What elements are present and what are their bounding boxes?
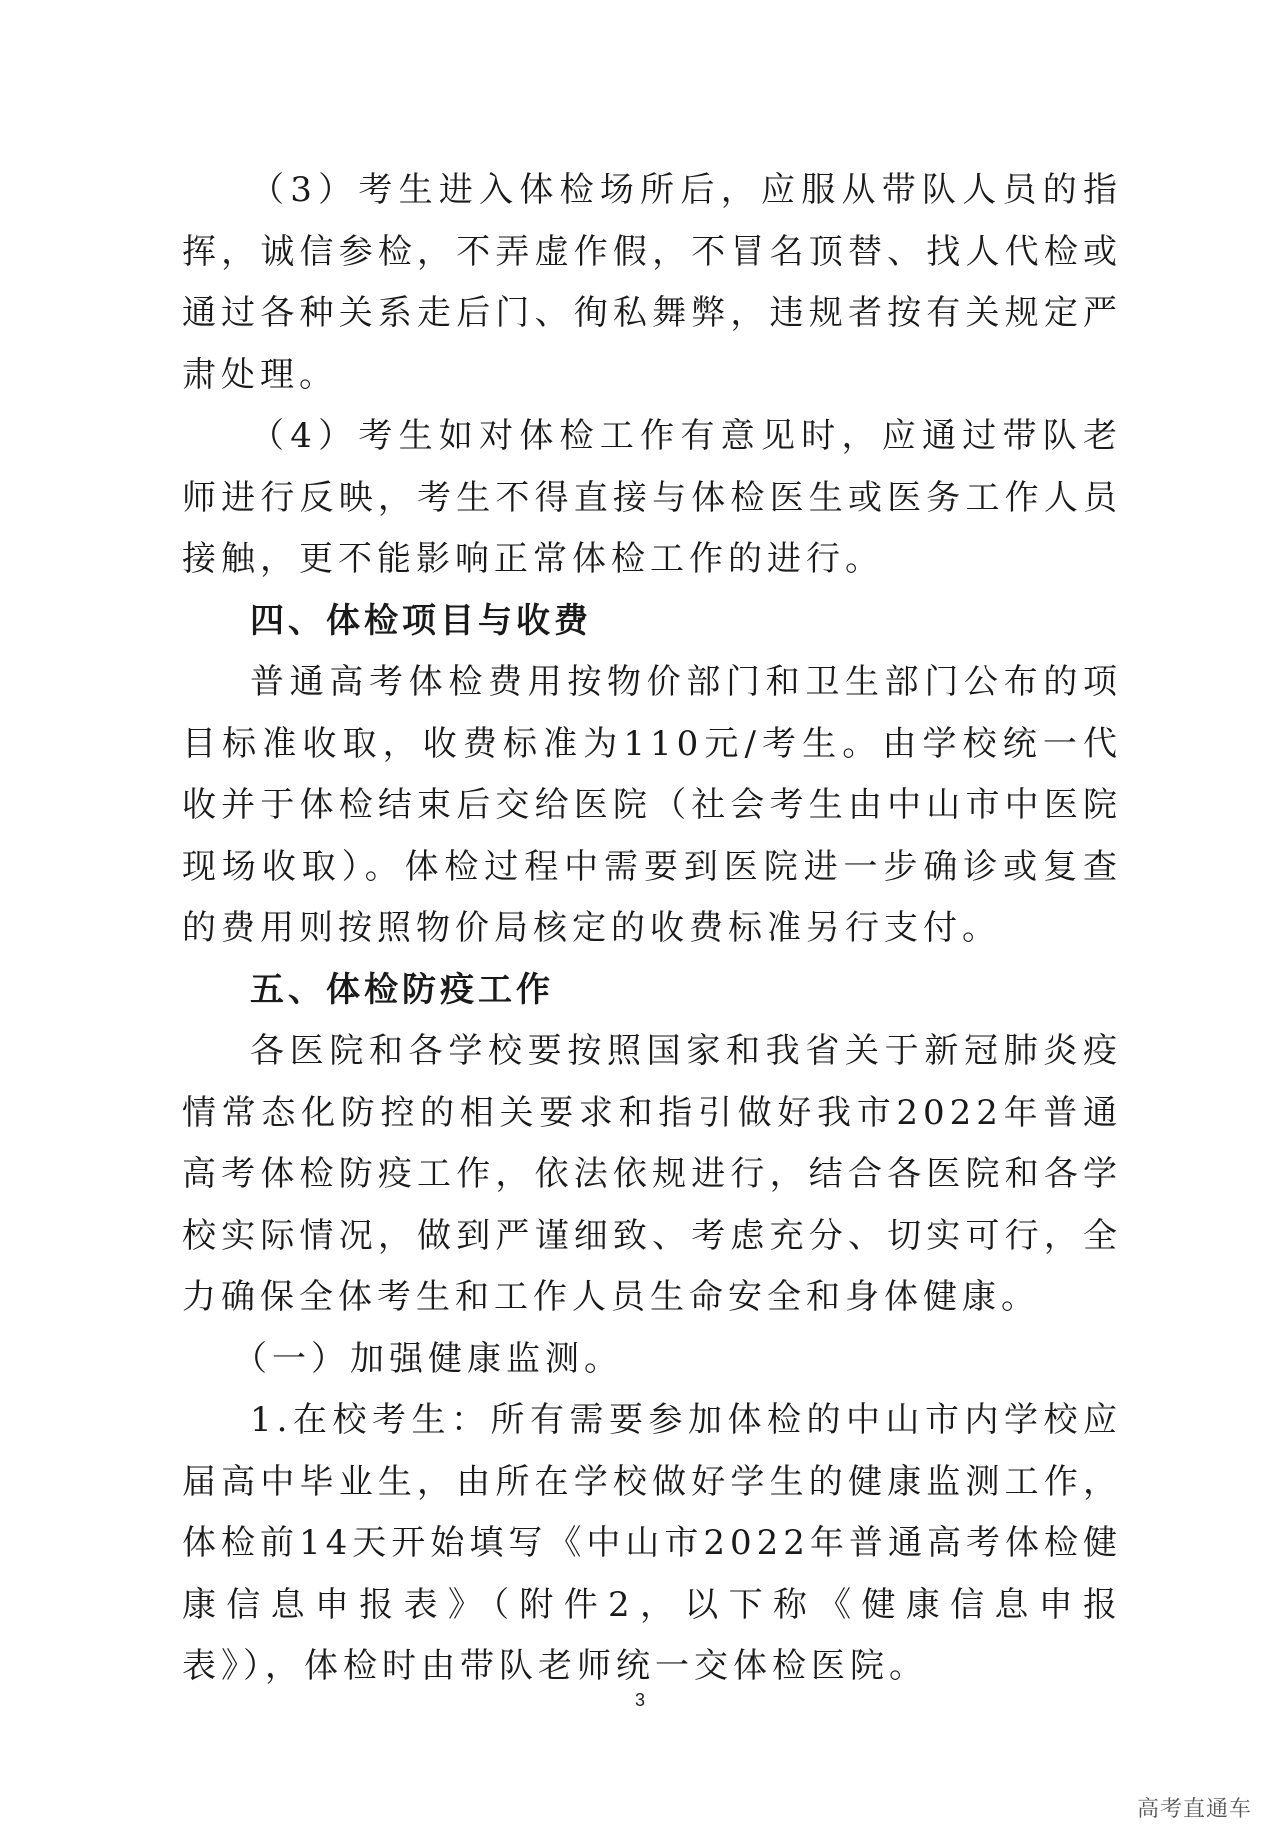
watermark-logo-text: 高考直通车 <box>1136 1797 1252 1822</box>
document-body <box>182 160 1122 1698</box>
paragraph-in-school-candidates: 1.在校考生：所有需要参加体检的中山市内学校应届高中毕业生，由所在学校做好学生的健康监测工作，体检前14天开始填写《中山市2022年普通高考体检健康信息申报表》（附件2，以下称《健康信息申报表》），体检时由带队老师统一交体检医院。 <box>182 1400 1122 1686</box>
paragraph-epidemic-prevention: 各医院和各学校要按照国家和我省关于新冠肺炎疫情常态化防控的相关要求和指引做好我市2022年普通高考体检防疫工作，依法依规进行，结合各医院和各学校实际情况，做到严谨细致、考虑充分、切实可行，全力确保全体考生和工作人员生命安全和身体健康。 <box>182 1031 1122 1317</box>
section-heading-fees: 四、体检项目与收费 <box>250 600 592 641</box>
section-heading-epidemic-prevention: 五、体检防疫工作 <box>250 969 554 1010</box>
paragraph-item-4: （4）考生如对体检工作有意见时，应通过带队老师进行反映，考生不得直接与体检医生或医务工作人员接触，更不能影响正常体检工作的进行。 <box>182 416 1122 579</box>
page-number: 3 <box>634 1690 645 1710</box>
subheading-health-monitoring: （一）加强健康监测。 <box>233 1338 623 1379</box>
paragraph-fees: 普通高考体检费用按物价部门和卫生部门公布的项目标准收取，收费标准为110元/考生。由学校统一代收并于体检结束后交给医院（社会考生由中山市中医院现场收取）。体检过程中需要到医院进一步确诊或复查的费用则按照物价局核定的收费标准另行支付。 <box>182 662 1122 948</box>
paragraph-item-3: （3）考生进入体检场所后，应服从带队人员的指挥，诚信参检，不弄虚作假，不冒名顶替、找人代检或通过各种关系走后门、徇私舞弊，违规者按有关规定严肃处理。 <box>182 170 1122 395</box>
